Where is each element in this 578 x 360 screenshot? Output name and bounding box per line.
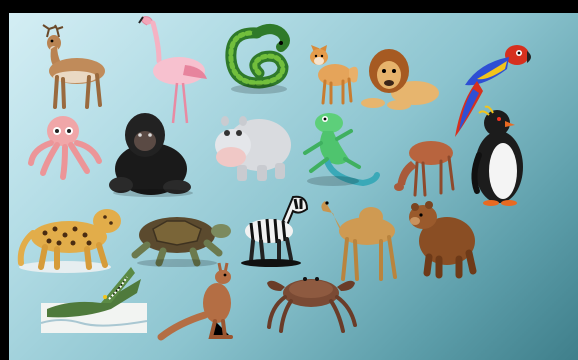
fox-icon[interactable] [305,41,359,105]
lizard-icon[interactable] [293,109,379,193]
octopus-icon[interactable] [29,113,101,181]
crab-icon[interactable] [263,267,359,335]
hippo-icon[interactable] [211,109,293,185]
deer-icon[interactable] [27,25,107,111]
bear-icon[interactable] [407,197,479,277]
gorilla-icon[interactable] [107,109,197,197]
snake-icon[interactable] [219,23,295,97]
animal-panel [9,13,578,360]
crocodile-icon[interactable] [41,263,149,335]
penguin-icon[interactable] [469,105,533,209]
zebra-icon[interactable] [237,191,313,267]
kangaroo-icon[interactable] [159,257,241,341]
lion-icon[interactable] [359,43,441,113]
fawn-icon[interactable] [393,123,459,199]
